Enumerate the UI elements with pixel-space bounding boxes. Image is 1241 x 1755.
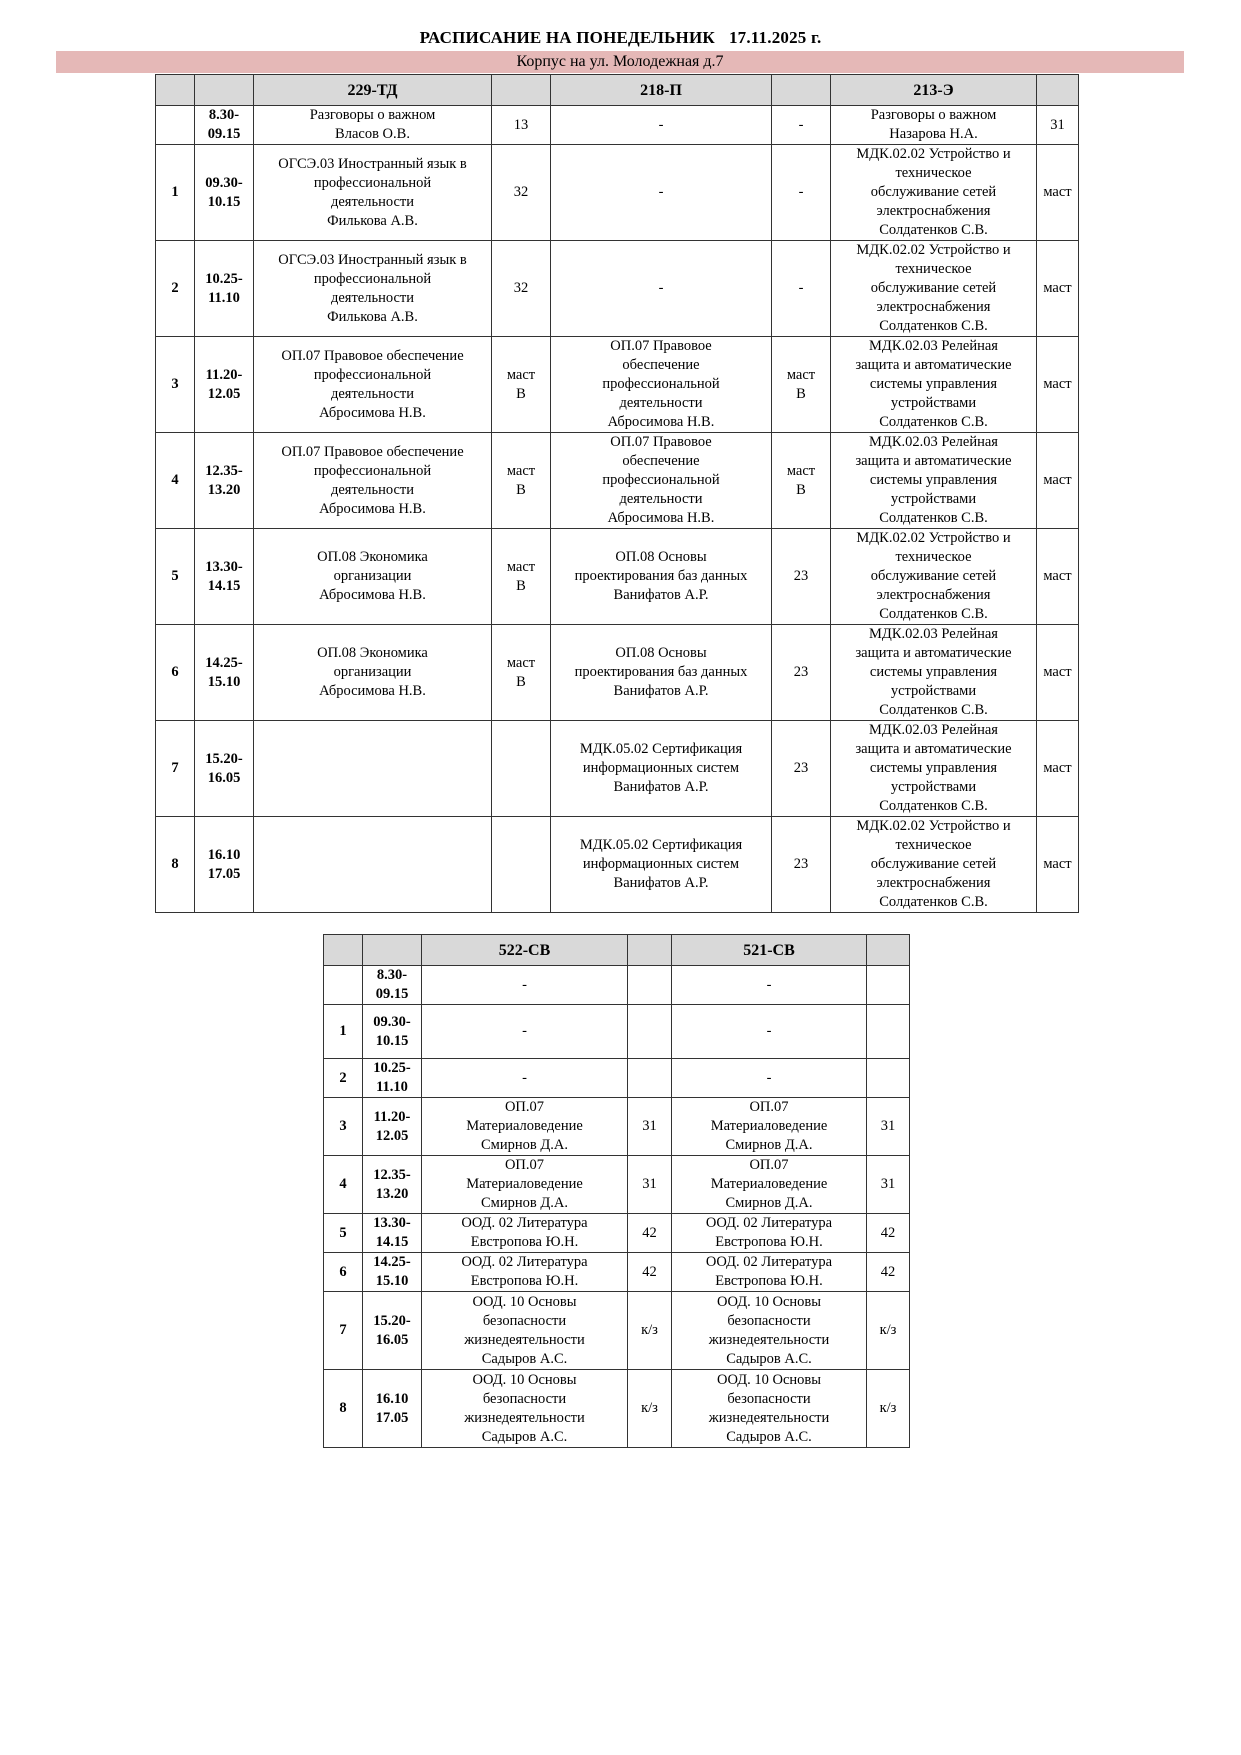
lesson-subject: ООД. 10 Основы безопасности жизнедеятельности Садыров А.С. bbox=[672, 1370, 867, 1448]
lesson-subject: ОГСЭ.03 Иностранный язык в профессиональной деятельности Филькова А.В. bbox=[254, 241, 492, 337]
lesson-room: 32 bbox=[492, 241, 551, 337]
lesson-subject: ООД. 02 Литература Евстропова Ю.Н. bbox=[672, 1214, 867, 1253]
lesson-subject: МДК.02.02 Устройство и техническое обслуживание сетей электроснабжения Солдатенков С.В. bbox=[831, 817, 1037, 913]
header-room-cell bbox=[1037, 75, 1079, 106]
lesson-room bbox=[492, 817, 551, 913]
lesson-room: 13 bbox=[492, 106, 551, 145]
lesson-number bbox=[156, 106, 195, 145]
lesson-subject: ООД. 10 Основы безопасности жизнедеятельности Садыров А.С. bbox=[672, 1292, 867, 1370]
lesson-time: 16.10 17.05 bbox=[195, 817, 254, 913]
lesson-time: 09.30- 10.15 bbox=[195, 145, 254, 241]
lesson-room: 23 bbox=[772, 529, 831, 625]
lesson-number: 1 bbox=[324, 1005, 363, 1059]
lesson-room: маст В bbox=[492, 625, 551, 721]
lesson-room bbox=[492, 721, 551, 817]
lesson-subject: ООД. 02 Литература Евстропова Ю.Н. bbox=[672, 1253, 867, 1292]
page-title bbox=[0, 28, 1241, 48]
lesson-subject: - bbox=[551, 241, 772, 337]
lesson-time: 16.10 17.05 bbox=[363, 1370, 422, 1448]
lesson-time: 11.20- 12.05 bbox=[363, 1098, 422, 1156]
lesson-subject: МДК.05.02 Сертификация информационных систем Ванифатов А.Р. bbox=[551, 721, 772, 817]
lesson-number bbox=[324, 966, 363, 1005]
lesson-subject: - bbox=[672, 966, 867, 1005]
lesson-room bbox=[867, 1005, 910, 1059]
lesson-subject: МДК.02.02 Устройство и техническое обслуживание сетей электроснабжения Солдатенков С.В. bbox=[831, 529, 1037, 625]
lesson-time: 13.30- 14.15 bbox=[363, 1214, 422, 1253]
lesson-subject: ОП.07 Правовое обеспечение профессиональной деятельности Абросимова Н.В. bbox=[551, 337, 772, 433]
header-num-cell bbox=[324, 935, 363, 966]
lesson-room: - bbox=[772, 106, 831, 145]
lesson-subject: - bbox=[551, 145, 772, 241]
group-header: 213-Э bbox=[831, 75, 1037, 106]
lesson-time: 11.20- 12.05 bbox=[195, 337, 254, 433]
table-row bbox=[324, 1156, 910, 1214]
lesson-room: 23 bbox=[772, 721, 831, 817]
lesson-room bbox=[628, 966, 672, 1005]
lesson-room: 23 bbox=[772, 817, 831, 913]
lesson-subject: МДК.02.03 Релейная защита и автоматические системы управления устройствами Солдатенков С.В. bbox=[831, 433, 1037, 529]
lesson-number: 3 bbox=[324, 1098, 363, 1156]
lesson-room: маст В bbox=[772, 433, 831, 529]
lesson-subject: - bbox=[551, 106, 772, 145]
lesson-number: 7 bbox=[156, 721, 195, 817]
lesson-room: 23 bbox=[772, 625, 831, 721]
lesson-subject: ОП.07 Материаловедение Смирнов Д.А. bbox=[672, 1156, 867, 1214]
lesson-subject: МДК.02.03 Релейная защита и автоматические системы управления устройствами Солдатенков С.В. bbox=[831, 337, 1037, 433]
lesson-room bbox=[628, 1005, 672, 1059]
group-header: 218-П bbox=[551, 75, 772, 106]
lesson-room: 31 bbox=[867, 1156, 910, 1214]
title-date: 17.11.2025 г. bbox=[728, 28, 822, 47]
group-header: 229-ТД bbox=[254, 75, 492, 106]
table-row bbox=[156, 625, 1079, 721]
lesson-number: 2 bbox=[324, 1059, 363, 1098]
lesson-room: 42 bbox=[867, 1214, 910, 1253]
lesson-number: 4 bbox=[156, 433, 195, 529]
lesson-room: маст В bbox=[772, 337, 831, 433]
lesson-subject: ОП.08 Экономика организации Абросимова Н.В. bbox=[254, 529, 492, 625]
lesson-subject: - bbox=[672, 1059, 867, 1098]
lesson-room: 31 bbox=[867, 1098, 910, 1156]
table-row bbox=[156, 529, 1079, 625]
lesson-room: к/з bbox=[867, 1292, 910, 1370]
lesson-room bbox=[628, 1059, 672, 1098]
table-row bbox=[324, 1214, 910, 1253]
lesson-subject: ОП.08 Основы проектирования баз данных Ванифатов А.Р. bbox=[551, 529, 772, 625]
lesson-room: маст bbox=[1037, 145, 1079, 241]
lesson-time: 8.30- 09.15 bbox=[195, 106, 254, 145]
lesson-subject: - bbox=[422, 1005, 628, 1059]
table-row bbox=[156, 337, 1079, 433]
lesson-subject bbox=[254, 721, 492, 817]
lesson-time: 12.35- 13.20 bbox=[195, 433, 254, 529]
lesson-subject: ОП.08 Основы проектирования баз данных Ванифатов А.Р. bbox=[551, 625, 772, 721]
table-row bbox=[156, 106, 1079, 145]
building-banner: Корпус на ул. Молодежная д.7 bbox=[56, 51, 1184, 73]
lesson-subject: ОП.07 Материаловедение Смирнов Д.А. bbox=[422, 1098, 628, 1156]
lesson-room: маст В bbox=[492, 433, 551, 529]
lesson-subject: ООД. 10 Основы безопасности жизнедеятельности Садыров А.С. bbox=[422, 1370, 628, 1448]
lesson-number: 8 bbox=[156, 817, 195, 913]
table-row bbox=[324, 1370, 910, 1448]
lesson-room: к/з bbox=[628, 1370, 672, 1448]
lesson-subject: Разговоры о важном Власов О.В. bbox=[254, 106, 492, 145]
table-header-row bbox=[156, 75, 1079, 106]
lesson-number: 3 bbox=[156, 337, 195, 433]
lesson-number: 2 bbox=[156, 241, 195, 337]
lesson-number: 8 bbox=[324, 1370, 363, 1448]
lesson-subject: МДК.02.02 Устройство и техническое обслуживание сетей электроснабжения Солдатенков С.В. bbox=[831, 145, 1037, 241]
table-row bbox=[156, 241, 1079, 337]
lesson-room: к/з bbox=[628, 1292, 672, 1370]
lesson-subject: МДК.02.02 Устройство и техническое обслуживание сетей электроснабжения Солдатенков С.В. bbox=[831, 241, 1037, 337]
table-row bbox=[156, 145, 1079, 241]
lesson-room: - bbox=[772, 241, 831, 337]
lesson-subject: ОП.08 Экономика организации Абросимова Н.В. bbox=[254, 625, 492, 721]
lesson-room: 31 bbox=[628, 1156, 672, 1214]
lesson-number: 5 bbox=[324, 1214, 363, 1253]
lesson-room bbox=[867, 966, 910, 1005]
header-time-cell bbox=[363, 935, 422, 966]
lesson-room: маст bbox=[1037, 625, 1079, 721]
lesson-room bbox=[867, 1059, 910, 1098]
lesson-number: 6 bbox=[156, 625, 195, 721]
lesson-subject: Разговоры о важном Назарова Н.А. bbox=[831, 106, 1037, 145]
header-room-cell bbox=[492, 75, 551, 106]
lesson-subject: - bbox=[422, 1059, 628, 1098]
lesson-room: маст bbox=[1037, 241, 1079, 337]
schedule-table-main bbox=[155, 74, 1079, 913]
lesson-time: 15.20- 16.05 bbox=[195, 721, 254, 817]
lesson-time: 14.25- 15.10 bbox=[363, 1253, 422, 1292]
lesson-number: 6 bbox=[324, 1253, 363, 1292]
group-header: 522-СВ bbox=[422, 935, 628, 966]
header-time-cell bbox=[195, 75, 254, 106]
lesson-subject: ОГСЭ.03 Иностранный язык в профессиональной деятельности Филькова А.В. bbox=[254, 145, 492, 241]
lesson-time: 8.30- 09.15 bbox=[363, 966, 422, 1005]
lesson-time: 13.30- 14.15 bbox=[195, 529, 254, 625]
header-num-cell bbox=[156, 75, 195, 106]
table-row bbox=[324, 966, 910, 1005]
table-row bbox=[324, 1059, 910, 1098]
group-header: 521-СВ bbox=[672, 935, 867, 966]
lesson-room: маст bbox=[1037, 433, 1079, 529]
lesson-room: 42 bbox=[628, 1214, 672, 1253]
lesson-room: маст bbox=[1037, 337, 1079, 433]
table-row bbox=[156, 433, 1079, 529]
lesson-subject: МДК.05.02 Сертификация информационных систем Ванифатов А.Р. bbox=[551, 817, 772, 913]
lesson-time: 10.25- 11.10 bbox=[363, 1059, 422, 1098]
lesson-room: 31 bbox=[628, 1098, 672, 1156]
table-row bbox=[156, 817, 1079, 913]
lesson-room: маст bbox=[1037, 721, 1079, 817]
table-row bbox=[324, 1253, 910, 1292]
header-room-cell bbox=[628, 935, 672, 966]
lesson-time: 10.25- 11.10 bbox=[195, 241, 254, 337]
schedule-table-secondary bbox=[323, 934, 910, 1448]
lesson-time: 15.20- 16.05 bbox=[363, 1292, 422, 1370]
lesson-subject: ОП.07 Материаловедение Смирнов Д.А. bbox=[422, 1156, 628, 1214]
header-room-cell bbox=[772, 75, 831, 106]
lesson-number: 1 bbox=[156, 145, 195, 241]
table-row bbox=[324, 1098, 910, 1156]
header-room-cell bbox=[867, 935, 910, 966]
lesson-subject: ОП.07 Материаловедение Смирнов Д.А. bbox=[672, 1098, 867, 1156]
lesson-number: 4 bbox=[324, 1156, 363, 1214]
lesson-number: 7 bbox=[324, 1292, 363, 1370]
lesson-room: - bbox=[772, 145, 831, 241]
lesson-subject: ООД. 02 Литература Евстропова Ю.Н. bbox=[422, 1253, 628, 1292]
lesson-room: 42 bbox=[867, 1253, 910, 1292]
lesson-subject: МДК.02.03 Релейная защита и автоматические системы управления устройствами Солдатенков С.В. bbox=[831, 721, 1037, 817]
lesson-time: 09.30- 10.15 bbox=[363, 1005, 422, 1059]
title-text: РАСПИСАНИЕ НА ПОНЕДЕЛЬНИК bbox=[419, 28, 715, 47]
lesson-subject: ОП.07 Правовое обеспечение профессиональной деятельности Абросимова Н.В. bbox=[551, 433, 772, 529]
lesson-room: 31 bbox=[1037, 106, 1079, 145]
lesson-time: 14.25- 15.10 bbox=[195, 625, 254, 721]
lesson-room: 32 bbox=[492, 145, 551, 241]
lesson-subject: ОП.07 Правовое обеспечение профессиональной деятельности Абросимова Н.В. bbox=[254, 433, 492, 529]
lesson-room: маст В bbox=[492, 337, 551, 433]
lesson-subject bbox=[254, 817, 492, 913]
lesson-room: к/з bbox=[867, 1370, 910, 1448]
lesson-number: 5 bbox=[156, 529, 195, 625]
lesson-subject: МДК.02.03 Релейная защита и автоматические системы управления устройствами Солдатенков С.В. bbox=[831, 625, 1037, 721]
lesson-subject: ООД. 10 Основы безопасности жизнедеятельности Садыров А.С. bbox=[422, 1292, 628, 1370]
table-row bbox=[324, 1292, 910, 1370]
lesson-room: маст bbox=[1037, 529, 1079, 625]
lesson-room: маст bbox=[1037, 817, 1079, 913]
lesson-room: 42 bbox=[628, 1253, 672, 1292]
lesson-time: 12.35- 13.20 bbox=[363, 1156, 422, 1214]
lesson-subject: - bbox=[672, 1005, 867, 1059]
lesson-subject: ОП.07 Правовое обеспечение профессиональной деятельности Абросимова Н.В. bbox=[254, 337, 492, 433]
table-header-row bbox=[324, 935, 910, 966]
lesson-room: маст В bbox=[492, 529, 551, 625]
table-row bbox=[324, 1005, 910, 1059]
lesson-subject: - bbox=[422, 966, 628, 1005]
lesson-subject: ООД. 02 Литература Евстропова Ю.Н. bbox=[422, 1214, 628, 1253]
table-row bbox=[156, 721, 1079, 817]
